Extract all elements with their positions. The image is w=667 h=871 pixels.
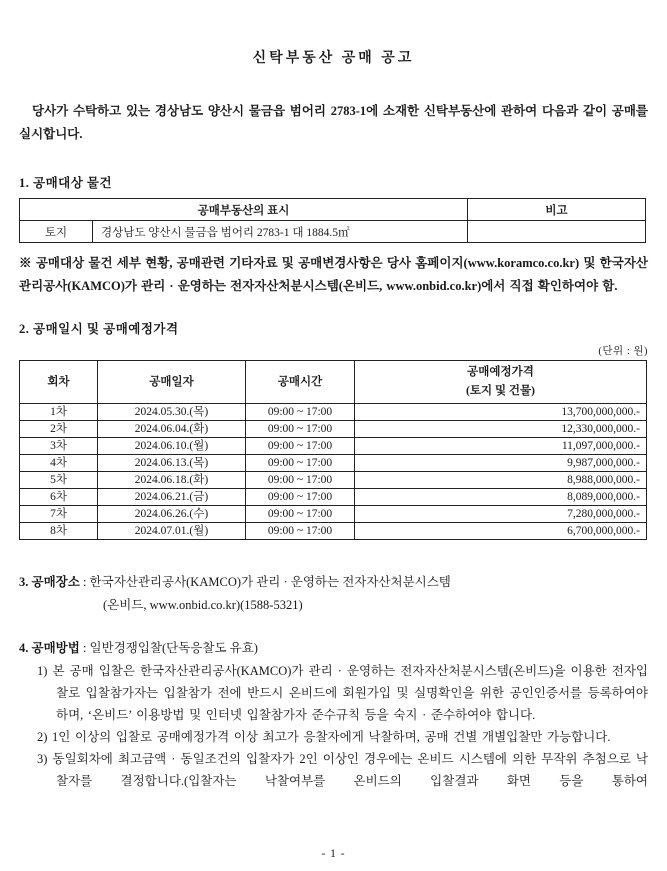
col-header-price [355, 361, 647, 404]
schedule-row [20, 455, 647, 472]
col-header-time: 공매시간 [246, 361, 355, 404]
notice-paragraph: ※ 공매대상 물건 세부 현황, 공매관련 기타자료 및 공매변경사항은 당사 홈페이지(www.koramco.co.kr) 및 한국자산관리공사(KAMCO)가 관리 · 운영하는 전자자산처분시스템(온비드, www.onbid.co.kr)에서 직접 확인하여야 함. [19, 256, 648, 293]
col-header-price-line2: (토지 및 건물) [466, 385, 535, 397]
schedule-row [20, 523, 647, 540]
section4-text: 일반경쟁입찰(단독응찰도 유효) [89, 641, 258, 655]
method-item-1 [19, 660, 648, 726]
schedule-cell-price: 9,987,000,000.- [355, 455, 647, 472]
schedule-cell-round: 6차 [20, 489, 98, 506]
section3-text: 한국자산관리공사(KAMCO)가 관리 · 운영하는 전자자산처분시스템 [89, 575, 451, 589]
schedule-cell-round: 3차 [20, 438, 98, 455]
method-item-3-text: 동일회차에 최고금액 · 동일조건의 입찰자가 2인 이상인 경우에는 온비드 시스템에 의한 무작위 추첨으로 낙찰자를 결정합니다.(입찰자는 낙찰여부를 온비드의 입찰결과 화면 등을 통하여 [52, 752, 649, 788]
col-header-date: 공매일자 [98, 361, 246, 404]
section3-separator: : [79, 575, 90, 589]
section3-line [19, 571, 648, 593]
schedule-cell-time: 09:00 ~ 17:00 [246, 489, 355, 506]
section4-line [19, 637, 648, 659]
schedule-cell-time: 09:00 ~ 17:00 [246, 421, 355, 438]
document-title: 신탁부동산 공매 공고 [252, 51, 415, 66]
schedule-cell-round: 8차 [20, 523, 98, 540]
col-header-round: 회차 [20, 361, 98, 404]
schedule-header-row [20, 361, 647, 404]
schedule-cell-price: 8,988,000,000.- [355, 472, 647, 489]
property-table-header-row [20, 199, 646, 221]
property-table-header-main: 공매부동산의 표시 [20, 199, 468, 221]
schedule-cell-price: 8,089,000,000.- [355, 489, 647, 506]
method-item-3 [19, 748, 648, 792]
col-header-price-line1: 공매예정가격 [467, 366, 534, 378]
schedule-row [20, 472, 647, 489]
property-row [20, 221, 646, 243]
schedule-cell-date: 2024.06.26.(수) [98, 506, 246, 523]
property-type: 토지 [20, 221, 93, 243]
schedule-row [20, 489, 647, 506]
intro-paragraph: 당사가 수탁하고 있는 경상남도 양산시 물금읍 범어리 2783-1에 소재한 신탁부동산에 관하여 다음과 같이 공매를 실시합니다. [19, 104, 648, 141]
schedule-table-body [20, 404, 647, 540]
method-item-2 [19, 726, 648, 748]
schedule-cell-time: 09:00 ~ 17:00 [246, 523, 355, 540]
schedule-cell-round: 1차 [20, 404, 98, 421]
schedule-cell-price: 13,700,000,000.- [355, 404, 647, 421]
section3-detail: (온비드, www.onbid.co.kr)(1588-5321) [103, 598, 303, 612]
schedule-cell-time: 09:00 ~ 17:00 [246, 506, 355, 523]
method-item-2-marker: 2) [37, 730, 48, 744]
schedule-cell-date: 2024.06.18.(화) [98, 472, 246, 489]
schedule-row [20, 506, 647, 523]
section1-heading: 1. 공매대상 물건 [19, 176, 113, 190]
schedule-cell-date: 2024.05.30.(목) [98, 404, 246, 421]
method-item-3-marker: 3) [37, 752, 48, 766]
schedule-cell-date: 2024.06.04.(화) [98, 421, 246, 438]
schedule-cell-price: 7,280,000,000.- [355, 506, 647, 523]
schedule-cell-price: 11,097,000,000.- [355, 438, 647, 455]
property-note [468, 221, 646, 243]
schedule-cell-date: 2024.06.13.(목) [98, 455, 246, 472]
schedule-cell-time: 09:00 ~ 17:00 [246, 438, 355, 455]
schedule-cell-price: 12,330,000,000.- [355, 421, 647, 438]
schedule-cell-time: 09:00 ~ 17:00 [246, 472, 355, 489]
section4-label: 4. 공매방법 [19, 641, 80, 655]
section2-heading: 2. 공매일시 및 공매예정가격 [19, 322, 179, 336]
schedule-cell-date: 2024.07.01.(월) [98, 523, 246, 540]
schedule-row [20, 438, 647, 455]
schedule-cell-price: 6,700,000,000.- [355, 523, 647, 540]
method-list [19, 660, 648, 792]
schedule-table [19, 360, 647, 540]
method-item-1-text: 본 공매 입찰은 한국자산관리공사(KAMCO)가 관리 · 운영하는 전자자산처분시스템(온비드)을 이용한 전자입찰로 입찰참가자는 입찰참가 전에 반드시 온비드에 회원가입 및 실명확인을 위한 공인인증서를 등록하여야 하며, ‘온비드’ 이용방법 및 인터넷 입찰참가자 준수규칙 등을 숙지 · 준수하여야 합니다. [52, 664, 648, 722]
schedule-row [20, 421, 647, 438]
schedule-cell-round: 7차 [20, 506, 98, 523]
property-description: 경상남도 양산시 물금읍 범어리 2783-1 대 1884.5㎡ [93, 221, 468, 243]
schedule-cell-round: 4차 [20, 455, 98, 472]
schedule-cell-time: 09:00 ~ 17:00 [246, 404, 355, 421]
unit-label: (단위 : 원) [598, 346, 648, 357]
property-table [19, 198, 646, 243]
schedule-cell-round: 5차 [20, 472, 98, 489]
method-item-2-text: 1인 이상의 입찰로 공매예정가격 이상 최고가 응찰자에게 낙찰하며, 공매 건별 개별입찰만 가능합니다. [52, 730, 611, 744]
schedule-cell-date: 2024.06.10.(월) [98, 438, 246, 455]
schedule-cell-time: 09:00 ~ 17:00 [246, 455, 355, 472]
section3-label: 3. 공매장소 [19, 575, 80, 589]
schedule-cell-date: 2024.06.21.(금) [98, 489, 246, 506]
schedule-cell-round: 2차 [20, 421, 98, 438]
method-item-1-marker: 1) [37, 664, 48, 678]
section4-separator: : [79, 641, 90, 655]
property-table-header-note: 비고 [468, 199, 646, 221]
schedule-row [20, 404, 647, 421]
page-number: - 1 - [321, 848, 346, 860]
